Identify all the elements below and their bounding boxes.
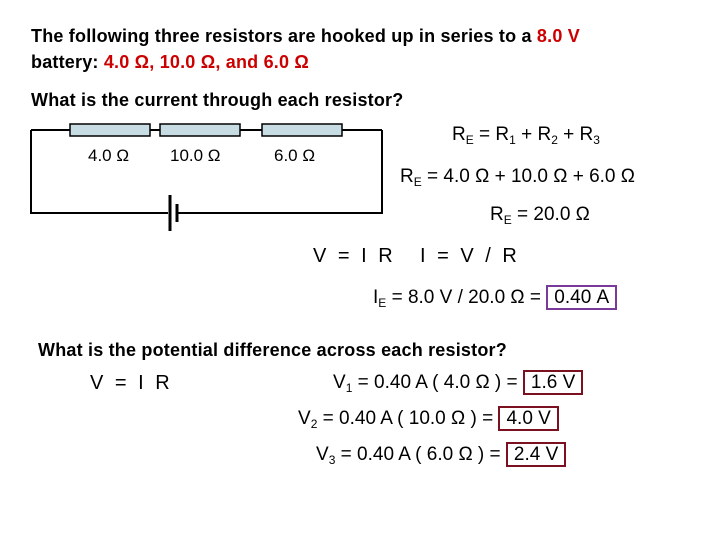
voltage-answer-1: 1.6 V	[523, 370, 583, 395]
and-word: and	[225, 52, 259, 72]
voltage-drop-2: $V_2 = 0.40$ A ( 10.0 Ω ) = 4.0 V	[298, 408, 559, 431]
problem-intro: The following three resistors are hooked up in series to a	[31, 26, 532, 46]
equivalent-formula: $R_E = R_1 + R_2 + R_3$	[452, 124, 600, 147]
voltage-answer-2: 4.0 V	[498, 406, 558, 431]
current-calculation: $I_E = 8.0$ V / 20.0 Ω = 0.40 A	[373, 287, 617, 310]
resistor-3-label: 6.0 Ω	[274, 146, 316, 165]
battery-voltage: 8.0 V	[536, 26, 580, 46]
battery-label: battery:	[31, 52, 99, 72]
ohms-law: V = I R	[313, 245, 396, 267]
equivalent-result: $R_E = 20.0$ Ω	[490, 204, 590, 227]
question-current: What is the current through each resistor?	[31, 90, 404, 110]
resistor-2-shape	[160, 124, 240, 136]
ohms-law-current: I = V / R	[420, 245, 520, 267]
resistor-3-shape	[262, 124, 342, 136]
resistor-2-label: 10.0 Ω	[170, 146, 221, 165]
resistor-1-shape	[70, 124, 150, 136]
voltage-drop-1: $V_1 = 0.40$ A ( 4.0 Ω ) = 1.6 V	[333, 372, 583, 395]
wire-left-bottom	[31, 130, 168, 213]
voltage-answer-3: 2.4 V	[506, 442, 566, 467]
resistor-value-1: 4.0 Ω,	[103, 52, 155, 72]
question-potential: What is the potential difference across each resistor?	[38, 340, 507, 360]
voltage-drop-3: $V_3 = 0.40$ A ( 6.0 Ω ) = 2.4 V	[316, 444, 566, 467]
resistor-value-2: 10.0 Ω,	[159, 52, 221, 72]
current-answer: 0.40 A	[546, 285, 617, 310]
equivalent-substitution: $R_E = 4.0$ Ω + 10.0 Ω + 6.0 Ω	[400, 166, 635, 189]
wire-right-bottom	[178, 130, 382, 213]
resistor-1-label: 4.0 Ω	[88, 146, 130, 165]
ohms-law-voltage: V = I R	[90, 372, 173, 394]
resistor-value-3: 6.0 Ω	[263, 52, 310, 72]
